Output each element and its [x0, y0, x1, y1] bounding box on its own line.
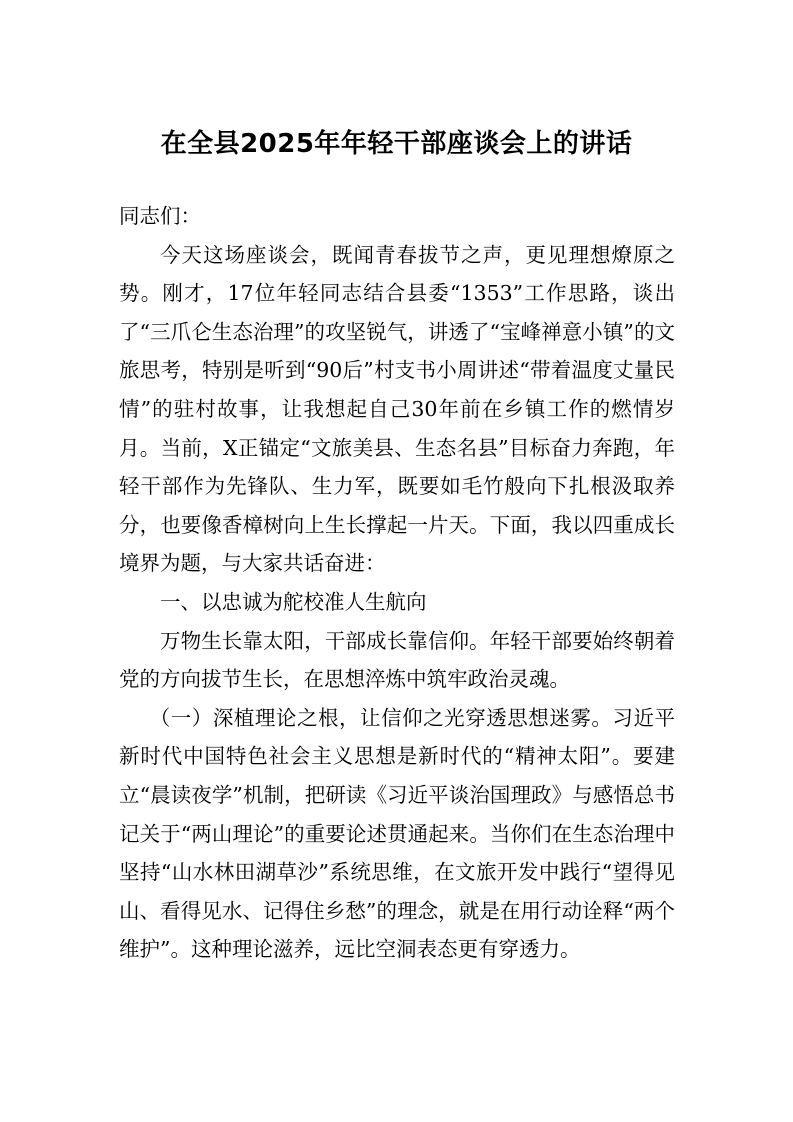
document-body: [119, 197, 675, 969]
paragraph-subsection-1: （一）深植理论之根，让信仰之光穿透思想迷雾。习近平新时代中国特色社会主义思想是新时代的“精神太阳”。要建立“晨读夜学”机制，把研读《习近平谈治国理政》与感悟总书记关于“两山理论”的重要论述贯通起来。当你们在生态治理中坚持“山水林田湖草沙”系统思维，在文旅开发中践行“望得见山、看得见水、记得住乡愁”的理念，就是在用行动诠释“两个维护”。这种理论滋养，远比空洞表态更有穿透力。: [119, 705, 675, 962]
paragraph-section-intro: 万物生长靠太阳，干部成长靠信仰。年轻干部要始终朝着党的方向拔节生长，在思想淬炼中筑牢政治灵魂。: [119, 628, 675, 692]
document-title: 在全县2025年年轻干部座谈会上的讲话: [160, 129, 633, 159]
paragraph-opening: 今天这场座谈会，既闻青春拔节之声，更见理想燎原之势。刚才，17位年轻同志结合县委“1353”工作思路，谈出了“三爪仑生态治理”的攻坚锐气，讲透了“宝峰禅意小镇”的文旅思考，特别是听到“90后”村支书小周讲述“带着温度丈量民情”的驻村故事，让我想起自己30年前在乡镇工作的燃情岁月。当前，X正锚定“文旅美县、生态名县”目标奋力奔跑，年轻干部作为先锋队、生力军，既要如毛竹般向下扎根汲取养分，也要像香樟树向上生长撑起一片天。下面，我以四重成长境界为题，与大家共话奋进：: [119, 242, 675, 576]
section-heading: 一、以忠诚为舵校准人生航向: [160, 589, 427, 614]
salutation: 同志们：: [119, 204, 201, 228]
